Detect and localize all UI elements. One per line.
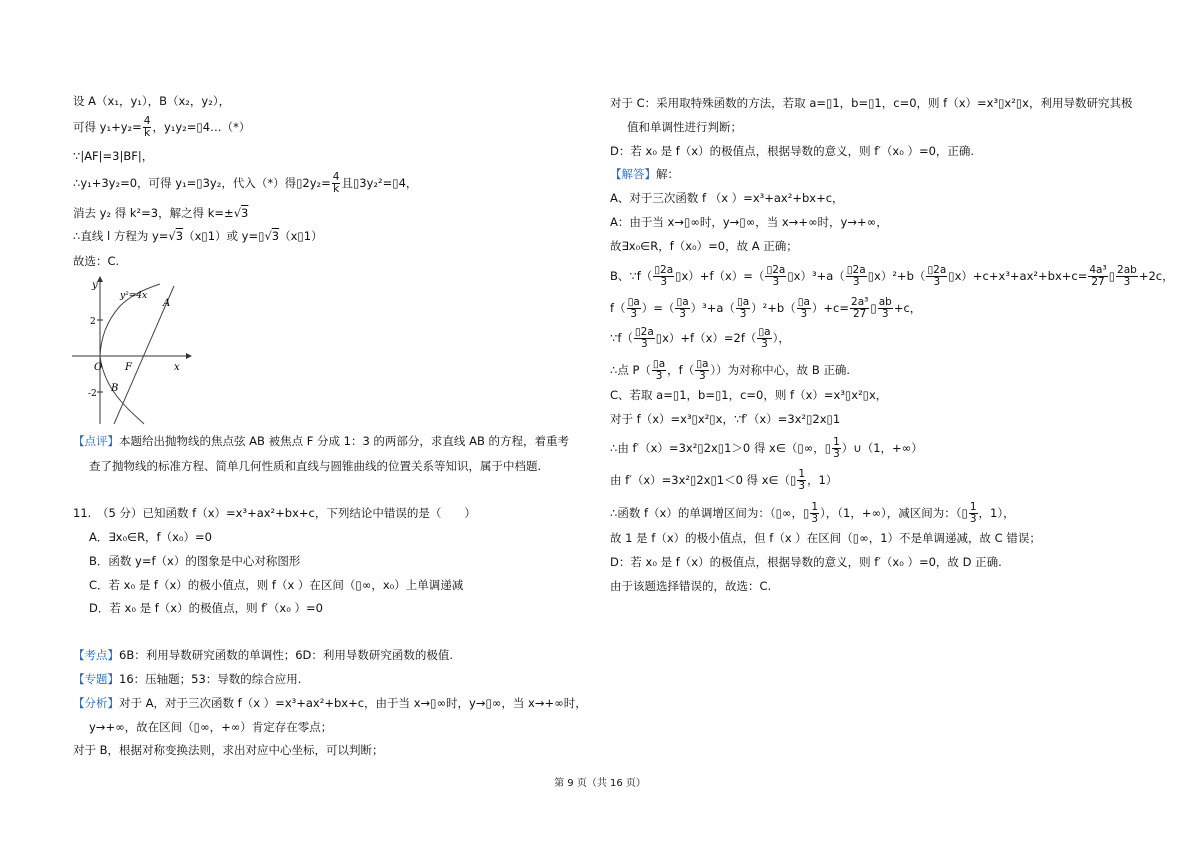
- text-line: 消去 y₂ 得 k²=3，解之得 k=±√3: [73, 206, 249, 220]
- option-a: A．∃x₀∈R，f（x₀）=0: [89, 530, 212, 544]
- fraction: $\frac{4}{k}$: [332, 171, 340, 195]
- text-line: D：若 x₀ 是 f（x）的极值点，根据导数的意义，则 f′（x₀ ）=0，故 D 正确.: [610, 555, 1002, 569]
- fraction: $\frac{▯2a}{3}$: [654, 264, 674, 288]
- text-line: 值和单调性进行判断；: [627, 120, 742, 134]
- text-line: 查了抛物线的标准方程、简单几何性质和直线与圆锥曲线的位置关系等知识，属于中档题.: [89, 459, 542, 473]
- text-line: 对于 f（x）=x³▯x²▯x，∵f′（x）=3x²▯2x▯1: [610, 412, 841, 426]
- text-line: 对于 C：采用取特殊函数的方法，若取 a=▯1，b=▯1，c=0，则 f（x）=x³▯x²▯x，利用导数研究其极: [610, 96, 1133, 110]
- text-line: ∴y₁+3y₂=0，可得 y₁=▯3y₂，代入（*）得▯2y₂= $\frac{4}{k}$ 且▯3y₂²=▯4，: [73, 171, 418, 195]
- text-line: 由于该题选择错误的，故选：C.: [610, 579, 772, 593]
- sqrt-icon: √: [264, 229, 272, 243]
- fraction: $\frac{▯2a}{3}$: [927, 264, 947, 288]
- fraction: $\frac{▯a}{3}$: [627, 296, 640, 320]
- fraction: $\frac{▯a}{3}$: [652, 358, 666, 382]
- curve-label: y²=4x: [120, 291, 148, 301]
- fraction: $\frac{1}{3}$: [811, 501, 818, 525]
- text-line: ∵|AF|=3|BF|，: [73, 149, 154, 163]
- fraction: $\frac{ab}{3}$: [878, 296, 892, 320]
- fraction: $\frac{\text{2a³}}{27}$: [851, 296, 869, 320]
- fraction: $\frac{2ab}{3}$: [1117, 264, 1137, 288]
- fraction: $\frac{▯a}{3}$: [736, 296, 750, 320]
- fenxi-tag: 【分析】: [73, 696, 119, 710]
- text-line: 故∃x₀∈R，f（x₀）=0，故 A 正确；: [610, 239, 798, 253]
- page-footer: 第 9 页（共 16 页）: [554, 778, 646, 789]
- fraction: $\frac{4}{k}$: [143, 115, 151, 139]
- tick-label: 2: [90, 317, 96, 327]
- option-c: C．若 x₀ 是 f（x）的极小值点，则 f（x ）在区间（▯∞，x₀）上单调递减: [89, 578, 464, 592]
- text-line: 【解答】解：: [610, 167, 679, 181]
- text-line: y→+∞，故在区间（▯∞，+∞）肯定存在零点；: [89, 720, 333, 734]
- text-line: A：由于当 x→▯∞时，y→▯∞，当 x→+∞时，y→+∞，: [610, 215, 888, 229]
- axis-x-label: x: [174, 362, 180, 373]
- sqrt-icon: √: [233, 206, 242, 220]
- parabola-figure: [68, 272, 198, 428]
- text-line: A、对于三次函数 f （x ）=x³+ax²+bx+c，: [610, 191, 844, 205]
- text-line: ∴函数 f（x）的单调增区间为：（▯∞，▯ $\frac{1}{3}$ ），（1，+∞），减区间为：（▯ $\frac{1}{3}$ ，1），: [610, 501, 1015, 525]
- text-line: C、若取 a=▯1，b=▯1，c=0，则 f（x）=x³▯x²▯x，: [610, 388, 888, 402]
- text-line: D：若 x₀ 是 f（x）的极值点，根据导数的意义，则 f′（x₀ ）=0，正确.: [610, 144, 975, 158]
- text-line: f（ $\frac{▯a}{3}$ ）=（ $\frac{▯a}{3}$ ）³+a（ $\frac{▯a}{3}$ ）²+b（ $\frac{▯a}{3}$ ）+c= $\frac{\text{2a³}}{27}$ ▯ $\frac{ab}{3}$ +c，: [610, 296, 922, 320]
- fraction: $\frac{1}{3}$: [833, 436, 840, 460]
- fraction: $\frac{▯a}{3}$: [676, 296, 689, 320]
- text-line: 故 1 是 f（x）的极小值点，但 f（x ）在区间（▯∞，1）不是单调递减，故 C 错误；: [610, 531, 1041, 545]
- text-line: 故选：C.: [73, 254, 120, 268]
- fraction: $\frac{1}{3}$: [969, 501, 977, 525]
- text-line: 设 A（x₁，y₁），B（x₂，y₂），: [73, 94, 231, 108]
- jieda-tag: 【解答】: [610, 167, 656, 181]
- text-line: 由 f′（x）=3x²▯2x▯1＜0 得 x∈（▯ $\frac{1}{3}$ ，1）: [610, 468, 838, 492]
- fraction: $\frac{1}{3}$: [798, 468, 806, 492]
- fraction: $\frac{▯2a}{3}$: [846, 264, 866, 288]
- text-line: B、∵f（ $\frac{▯2a}{3}$ ▯x）+f（x）=（ $\frac{▯2a}{3}$ ▯x）³+a（ $\frac{▯2a}{3}$ ▯x）²+b（ $\frac{▯2a}{3}$ ▯x）+c+x³+ax²+bx+c= $\frac{\text{4a³}}{27}$ ▯ $\frac{2ab}{3}$ +2c，: [610, 264, 1174, 288]
- option-d: D．若 x₀ 是 f（x）的极值点，则 f′（x₀ ）=0: [89, 601, 323, 615]
- question-title: 11. （5 分）已知函数 f（x）=x³+ax²+bx+c，下列结论中错误的是（ ）: [73, 506, 476, 520]
- fraction: $\frac{\text{4a³}}{27}$: [1089, 264, 1107, 288]
- text-line: 可得 y₁+y₂= $\frac{4}{k}$ ，y₁y₂=▯4…（*）: [73, 115, 251, 139]
- fraction: $\frac{▯2a}{3}$: [634, 326, 654, 350]
- fraction: $\frac{▯a}{3}$: [797, 296, 810, 320]
- text-line: 【考点】6B：利用导数研究函数的单调性；6D：利用导数研究函数的极值.: [73, 648, 454, 662]
- origin-label: O: [94, 362, 103, 373]
- text-line: 【专题】16：压轴题；53：导数的综合应用.: [73, 672, 302, 686]
- text-line: ∴点 P（ $\frac{▯a}{3}$ ，f（ $\frac{▯a}{3}$ ））为对称中心，故 B 正确.: [610, 358, 851, 382]
- dianping-tag: 【点评】: [73, 434, 119, 448]
- tick-label: -2: [88, 389, 97, 399]
- axis-y-label: y: [92, 280, 98, 291]
- fraction: $\frac{▯a}{3}$: [758, 326, 771, 350]
- zhuanti-tag: 【专题】: [73, 672, 119, 686]
- sqrt-icon: √: [168, 229, 176, 243]
- kaodian-tag: 【考点】: [73, 648, 119, 662]
- text-line: ∵f（ $\frac{▯2a}{3}$ ▯x）+f（x）=2f（ $\frac{▯a}{3}$ ），: [610, 326, 790, 350]
- text-line: 【点评】本题给出抛物线的焦点弦 AB 被焦点 F 分成 1：3 的两部分，求直线 AB 的方程，着重考: [73, 434, 570, 448]
- text-line: ∴由 f′（x）=3x²▯2x▯1＞0 得 x∈（▯∞，▯ $\frac{1}{3}$ ）∪（1，+∞）: [610, 436, 923, 460]
- point-b-label: B: [111, 383, 119, 394]
- text-line: 【分析】对于 A，对于三次函数 f（x ）=x³+ax²+bx+c，由于当 x→▯∞时，y→▯∞，当 x→+∞时，: [73, 696, 587, 710]
- point-a-label: A: [163, 298, 171, 309]
- option-b: B．函数 y=f（x）的图象是中心对称图形: [89, 554, 301, 568]
- text-line: ∴直线 l 方程为 y=√3（x▯1）或 y=▯√3（x▯1）: [73, 229, 323, 243]
- fraction: $\frac{▯a}{3}$: [696, 358, 709, 382]
- text-line: 对于 B，根据对称变换法则，求出对应中心坐标，可以判断；: [73, 743, 384, 757]
- point-f-label: F: [125, 362, 132, 373]
- fraction: $\frac{▯2a}{3}$: [766, 264, 786, 288]
